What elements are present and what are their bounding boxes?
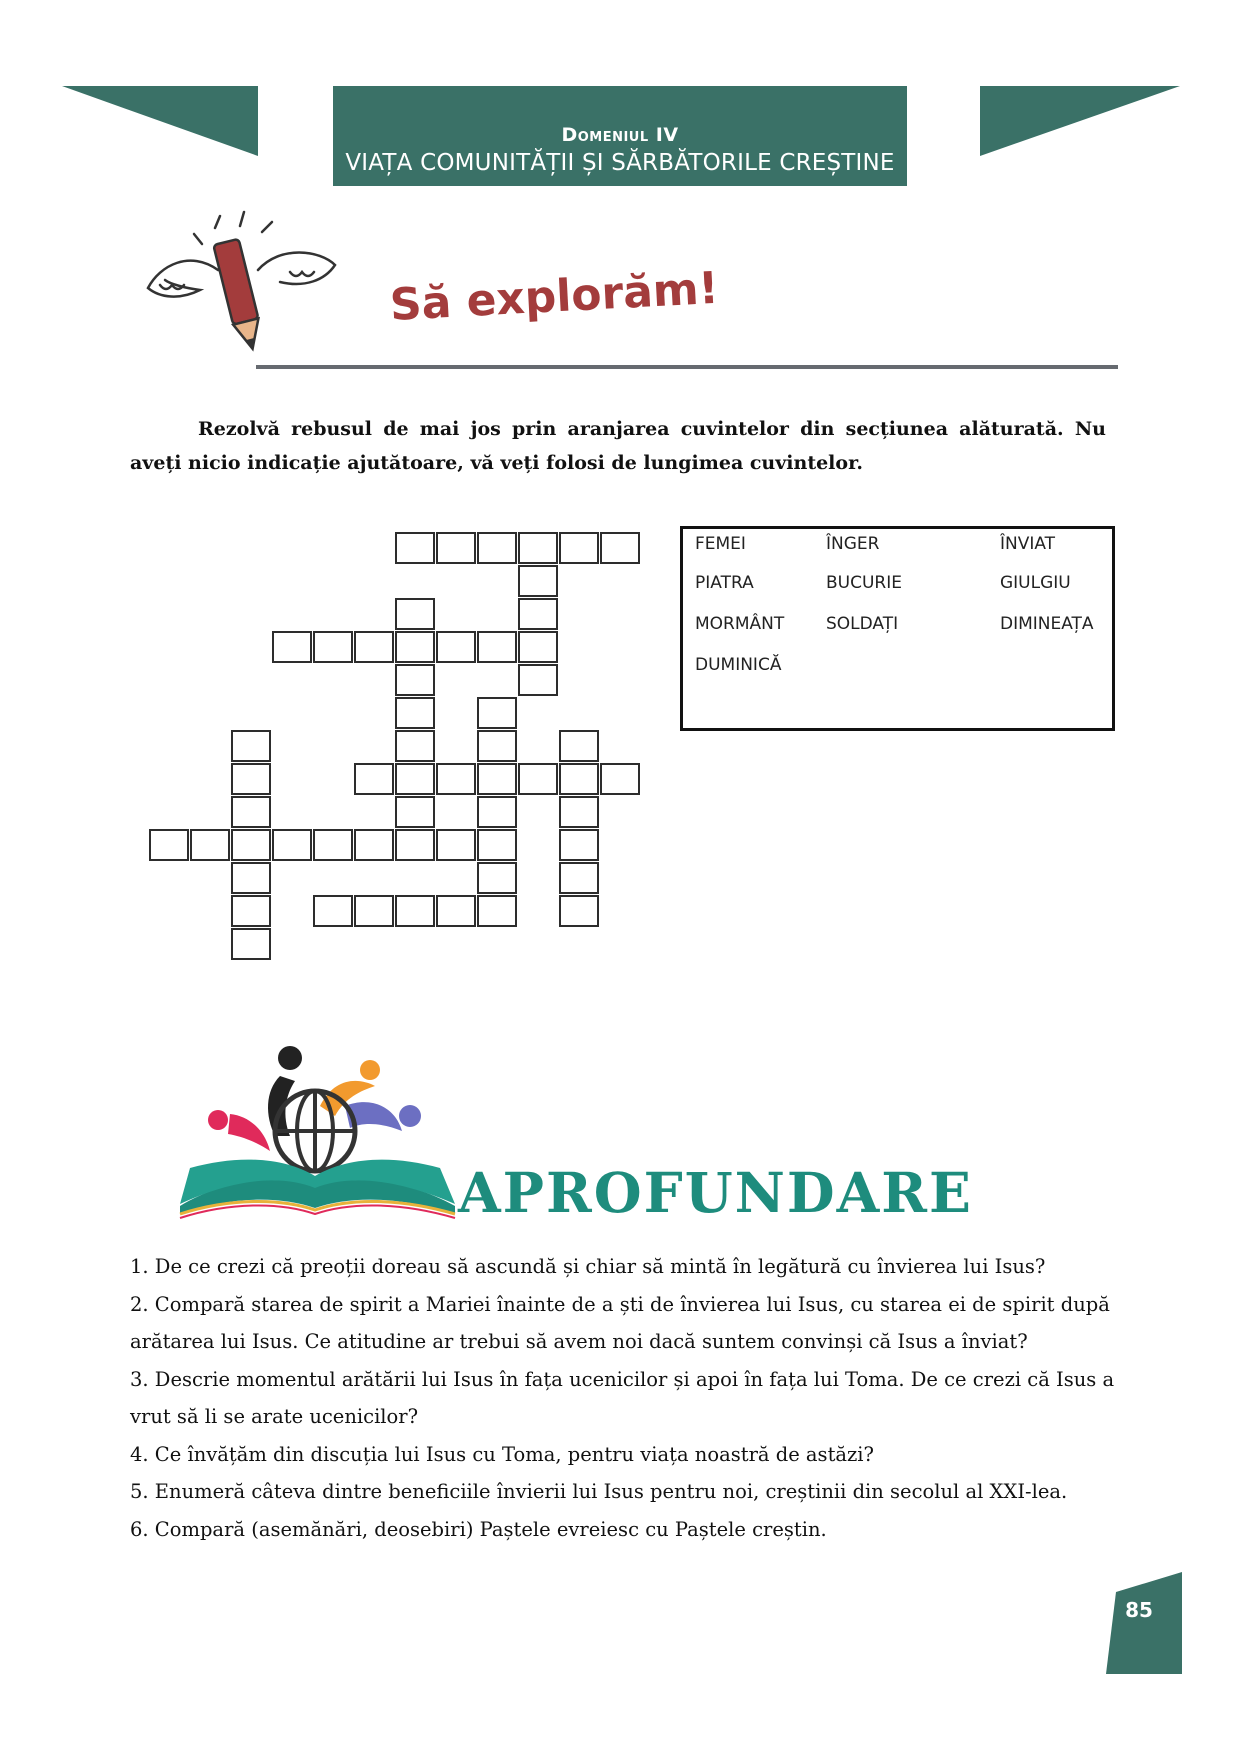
question-item: 4. Ce învățăm din discuția lui Isus cu Toma, pentru viața noastră de astăzi?	[130, 1442, 874, 1466]
crossword-cell[interactable]	[149, 829, 189, 861]
chapter-title: VIAȚA COMUNITĂȚII ȘI SĂRBĂTORILE CREȘTINE	[345, 150, 895, 176]
crossword-cell[interactable]	[559, 763, 599, 795]
crossword-cell[interactable]	[477, 631, 517, 663]
question-item: 6. Compară (asemănări, deosebiri) Paștele evreiesc cu Paștele creștin.	[130, 1517, 827, 1541]
crossword-cell[interactable]	[354, 895, 394, 927]
crossword-cell[interactable]	[395, 598, 435, 630]
crossword-cell[interactable]	[231, 763, 271, 795]
crossword-cell[interactable]	[395, 895, 435, 927]
crossword-cell[interactable]	[518, 565, 558, 597]
section-title-explore: Să explorăm!	[388, 262, 720, 331]
crossword-cell[interactable]	[559, 730, 599, 762]
instructions-text: Rezolvă rebusul de mai jos prin aranjarea cuvintelor din secțiunea alăturată. Nu aveți nicio indicație ajutătoare, vă veți folosi de lungimea cuvintelor.	[130, 418, 1106, 474]
question-item: 3. Descrie momentul arătării lui Isus în fața ucenicilor și apoi în fața lui Toma. De ce crezi că Isus a vrut să li se arate ucenicilor?	[130, 1367, 1115, 1428]
crossword-cell[interactable]	[477, 697, 517, 729]
crossword-cell[interactable]	[231, 730, 271, 762]
crossword-cell[interactable]	[559, 895, 599, 927]
crossword-cell[interactable]	[313, 631, 353, 663]
word-bank-item: BUCURIE	[826, 573, 902, 593]
crossword-cell[interactable]	[395, 631, 435, 663]
word-bank-item: MORMÂNT	[695, 614, 785, 634]
crossword-cell[interactable]	[231, 829, 271, 861]
word-bank	[680, 526, 1115, 731]
crossword-cell[interactable]	[313, 895, 353, 927]
open-book-globe-icon	[170, 1036, 460, 1222]
crossword-cell[interactable]	[272, 829, 312, 861]
crossword-cell[interactable]	[395, 763, 435, 795]
word-bank-item: ÎNVIAT	[1000, 534, 1056, 554]
crossword-cell[interactable]	[477, 895, 517, 927]
crossword-cell[interactable]	[231, 796, 271, 828]
crossword-cell[interactable]	[395, 730, 435, 762]
word-bank-item: DUMINICĂ	[695, 655, 782, 675]
word-bank-item: PIATRA	[695, 573, 754, 593]
crossword-cell[interactable]	[477, 532, 517, 564]
crossword-cell[interactable]	[231, 928, 271, 960]
crossword-cell[interactable]	[354, 631, 394, 663]
crossword-cell[interactable]	[518, 664, 558, 696]
crossword-cell[interactable]	[272, 631, 312, 663]
word-bank-item: FEMEI	[695, 534, 746, 554]
crossword-cell[interactable]	[395, 829, 435, 861]
crossword-cell[interactable]	[231, 862, 271, 894]
crossword-cell[interactable]	[395, 697, 435, 729]
section-title-deepening: APROFUNDARE	[458, 1160, 973, 1225]
question-item: 1. De ce crezi că preoții doreau să ascundă și chiar să mintă în legătură cu învierea lui Isus?	[130, 1255, 1046, 1278]
crossword-cell[interactable]	[436, 829, 476, 861]
crossword-cell[interactable]	[395, 532, 435, 564]
page-number: 85	[1125, 1598, 1153, 1622]
crossword-cell[interactable]	[518, 763, 558, 795]
crossword-cell[interactable]	[559, 829, 599, 861]
word-bank-item: SOLDAȚI	[826, 614, 899, 634]
crossword-cell[interactable]	[190, 829, 230, 861]
question-item: 2. Compară starea de spirit a Mariei înainte de a ști de învierea lui Isus, cu starea ei de spirit după arătarea lui Isus. Ce atitudine ar trebui să avem noi dacă suntem convinși că Isus a înviat?	[130, 1292, 1110, 1353]
crossword-cell[interactable]	[518, 598, 558, 630]
word-bank-item: DIMINEAȚA	[1000, 614, 1094, 634]
crossword-cell[interactable]	[518, 532, 558, 564]
crossword-cell[interactable]	[436, 631, 476, 663]
crossword-cell[interactable]	[231, 895, 271, 927]
crossword-cell[interactable]	[559, 532, 599, 564]
crossword-cell[interactable]	[559, 862, 599, 894]
crossword-cell[interactable]	[600, 532, 640, 564]
word-bank-item: GIULGIU	[1000, 573, 1071, 593]
crossword-cell[interactable]	[436, 895, 476, 927]
word-bank-item: ÎNGER	[826, 534, 880, 554]
page-number-tab	[1106, 1572, 1182, 1674]
crossword-cell[interactable]	[518, 631, 558, 663]
crossword-cell[interactable]	[477, 796, 517, 828]
crossword-cell[interactable]	[313, 829, 353, 861]
question-item: 5. Enumeră câteva dintre beneficiile învierii lui Isus pentru noi, creștinii din secolul al XXI-lea.	[130, 1480, 1068, 1503]
crossword-cell[interactable]	[436, 532, 476, 564]
crossword-cell[interactable]	[477, 763, 517, 795]
crossword-cell[interactable]	[354, 763, 394, 795]
crossword-cell[interactable]	[559, 796, 599, 828]
crossword-cell[interactable]	[600, 763, 640, 795]
crossword-cell[interactable]	[477, 862, 517, 894]
question-list	[130, 1248, 1120, 1548]
crossword-cell[interactable]	[395, 664, 435, 696]
crossword-cell[interactable]	[477, 730, 517, 762]
crossword-cell[interactable]	[395, 796, 435, 828]
domain-label: Domeniul IV	[561, 124, 679, 146]
crossword-cell[interactable]	[436, 763, 476, 795]
crossword-cell[interactable]	[354, 829, 394, 861]
crossword-cell[interactable]	[477, 829, 517, 861]
